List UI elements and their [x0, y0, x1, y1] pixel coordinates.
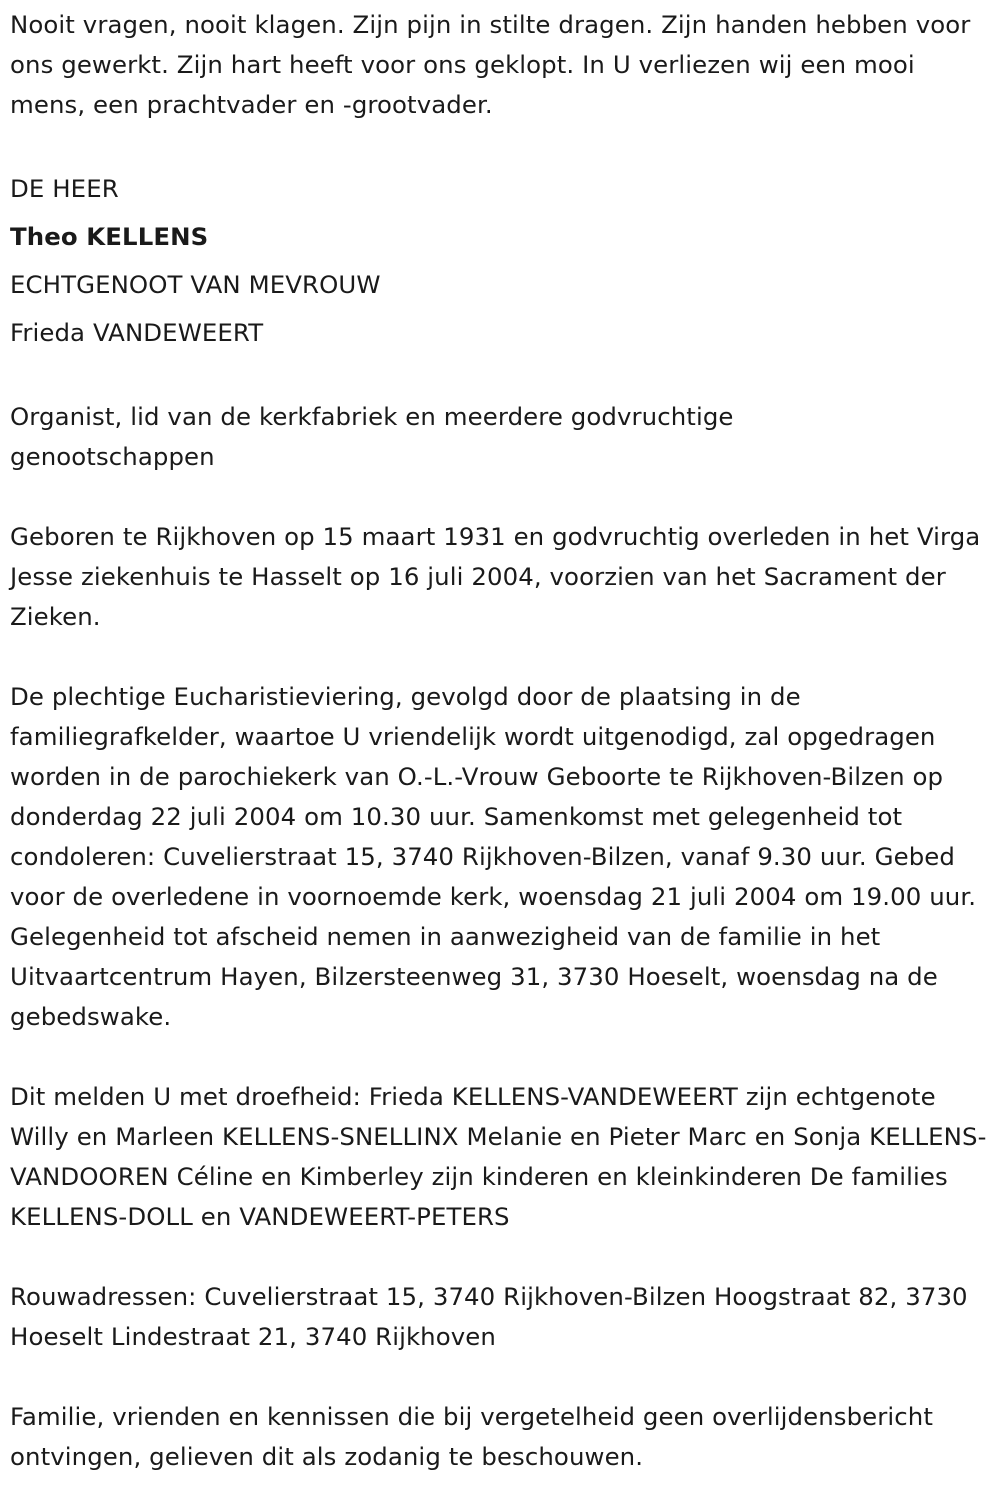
spacer: [10, 637, 995, 677]
spacer: [10, 1357, 995, 1397]
name-block: [10, 165, 995, 357]
spacer: [10, 477, 995, 517]
birth-death-paragraph: Geboren te Rijkhoven op 15 maart 1931 en godvruchtig overleden in het Virga Jesse ziekenhuis te Hasselt op 16 juli 2004, voorzien van het Sacrament der Zieken.: [10, 522, 981, 631]
spacer: [10, 1237, 995, 1277]
spouse-name: Frieda VANDEWEERT: [10, 318, 264, 347]
ceremony-paragraph: De plechtige Eucharistieviering, gevolgd door de plaatsing in de familiegrafkelder, waartoe U vriendelijk wordt uitgenodigd, zal opgedragen worden in de parochiekerk van O.-L.-Vrouw Geboorte te Rijkhoven-Bilzen op donderdag 22 juli 2004 om 10.30 uur. Samenkomst met gelegenheid tot condoleren: Cuvelierstraat 15, 3740 Rijkhoven-Bilzen, vanaf 9.30 uur. Gebed voor de overledene in voornoemde kerk, woensdag 21 juli 2004 om 19.00 uur. Gelegenheid tot afscheid nemen in aanwezigheid van de familie in het Uitvaartcentrum Hayen, Bilzersteenweg 31, 3730 Hoeselt, woensdag na de gebedswake.: [10, 682, 977, 1031]
spacer: [10, 1037, 995, 1077]
spouse-label: ECHTGENOOT VAN MEVROUW: [10, 270, 381, 299]
closing-paragraph: Familie, vrienden en kennissen die bij vergetelheid geen overlijdensbericht ontvingen, gelieven dit als zodanig te beschouwen.: [10, 1402, 934, 1471]
spacer: [10, 357, 995, 397]
deceased-name: Theo KELLENS: [10, 222, 209, 251]
occupation-paragraph: Organist, lid van de kerkfabriek en meerdere godvruchtige genootschappen: [10, 402, 734, 471]
obituary-document: [10, 5, 995, 1477]
announcement-paragraph: Dit melden U met droefheid: Frieda KELLENS-VANDEWEERT zijn echtgenote Willy en Marleen KELLENS-SNELLINX Melanie en Pieter Marc en Sonja KELLENS-VANDOOREN Céline en Kimberley zijn kinderen en kleinkinderen De families KELLENS-DOLL en VANDEWEERT-PETERS: [10, 1082, 987, 1231]
spacer: [10, 125, 995, 165]
addresses-paragraph: Rouwadressen: Cuvelierstraat 15, 3740 Rijkhoven-Bilzen Hoogstraat 82, 3730 Hoeselt Lindestraat 21, 3740 Rijkhoven: [10, 1282, 968, 1351]
title-line: DE HEER: [10, 174, 119, 203]
intro-paragraph: Nooit vragen, nooit klagen. Zijn pijn in stilte dragen. Zijn handen hebben voor ons gewerkt. Zijn hart heeft voor ons geklopt. In U verliezen wij een mooi mens, een prachtvader en -grootvader.: [10, 10, 971, 119]
